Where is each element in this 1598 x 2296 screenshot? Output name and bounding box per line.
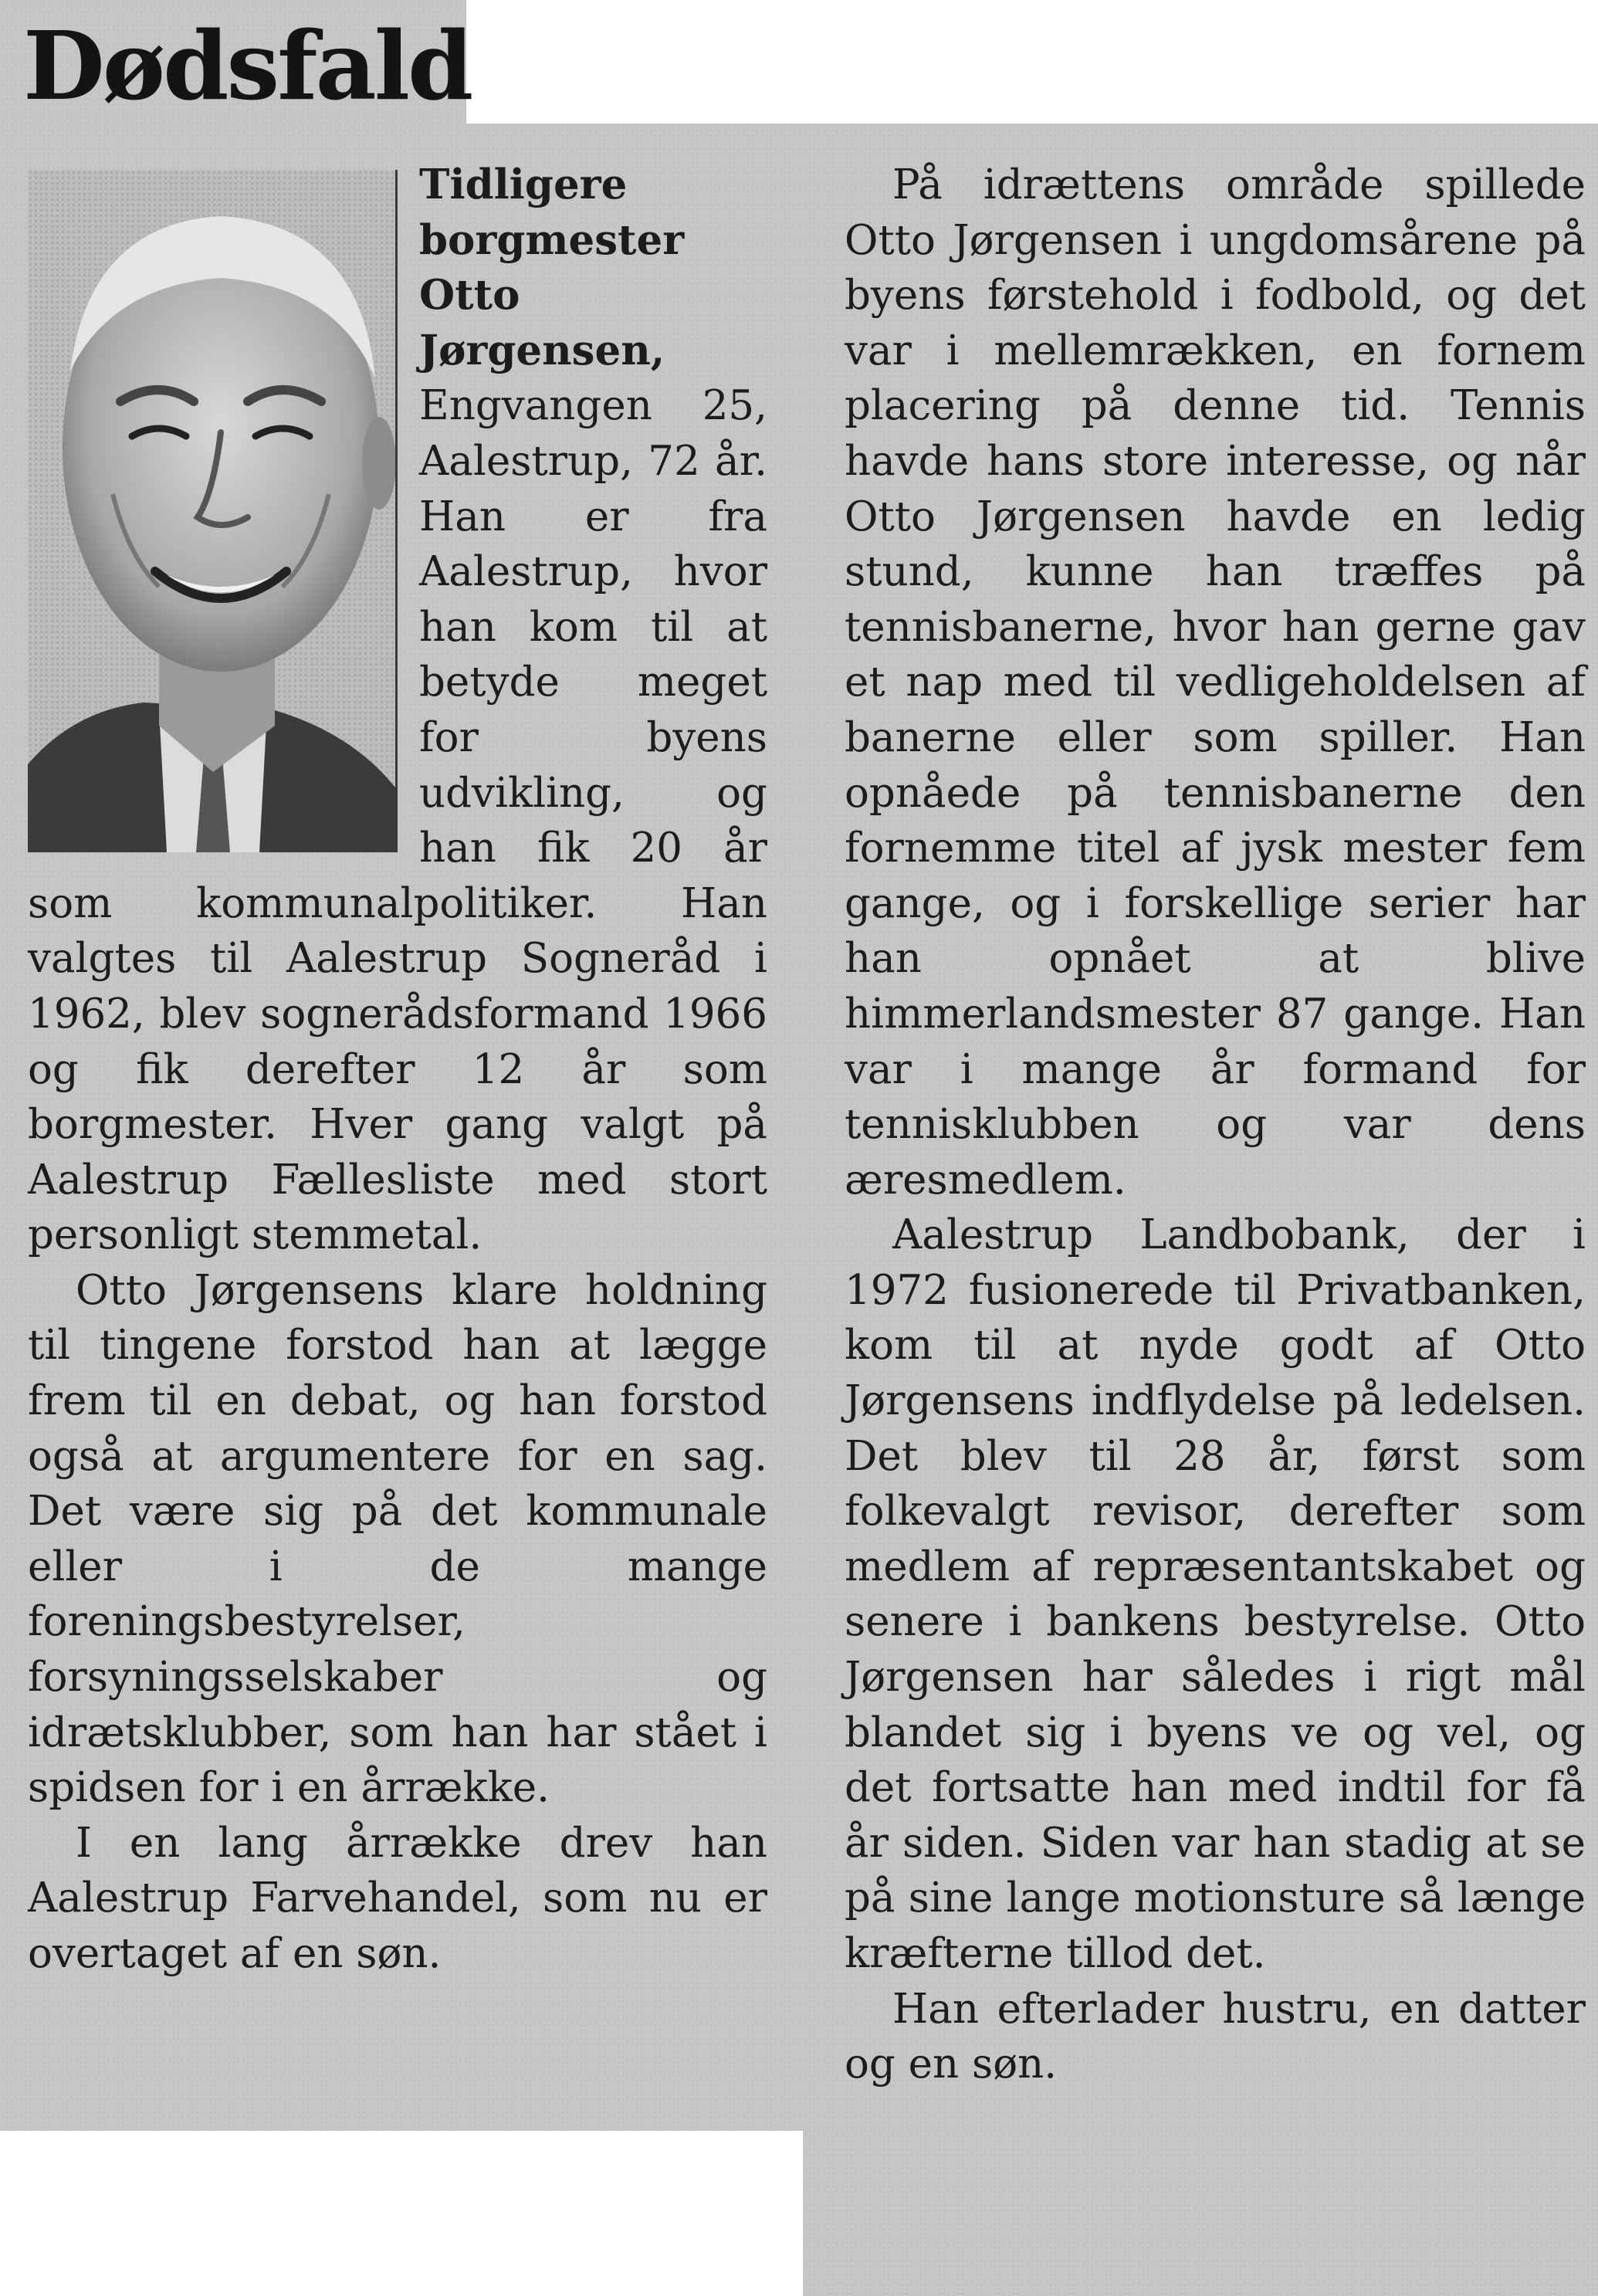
headline: Dødsfald bbox=[23, 10, 472, 121]
article-paragraph-3: I en lang årrække drev han Aalestrup Farvehandel, som nu er overtaget af en søn. bbox=[28, 1819, 767, 1977]
article-paragraph-2: Otto Jørgensens klare holdning til tingene forstod han at lægge frem til en debat, og han forstod også at argumentere for en sag. Det være sig på det kommunale eller i de mange foreningsbestyrelser, forsyningsselskaber og idrætsklubber, som han har stået i spidsen for i en årrække. bbox=[28, 1266, 767, 1812]
article-paragraph-4: På idrættens område spillede Otto Jørgensen i ungdomsårene på byens førstehold i fodbold, og det var i mellemrækken, en fornem placering på denne tid. Tennis havde hans store interesse, og når Otto Jørgensen havde en ledig stund, kunne han træffes på tennisbanerne, hvor han gerne gav et nap med til vedligeholdelsen af banerne eller som spiller. Han opnåede på tennisbanerne den fornemme titel af jysk mester fem gange, og i forskellige serier har han opnået at blive himmerlandsmester 87 gange. Han var i mange år formand for tennisklubben og var dens æresmedlem. bbox=[845, 161, 1586, 1204]
article-column-left bbox=[28, 157, 767, 1982]
portrait-illustration bbox=[28, 170, 395, 852]
article-paragraph-6: Han efterlader hustru, en datter og en søn. bbox=[845, 1985, 1586, 2088]
article-lede-text: Engvangen 25, Aalestrup, 72 år. Han er fra Aalestrup, hvor han kom til at betyde meget for byens udvikling, og han fik 20 år som kommunalpolitiker. Han valgtes til Aalestrup Sogneråd i 1962, blev sognerådsformand 1966 og fik derefter 12 år som borgmester. Hver gang valgt på Aalestrup Fællesliste med stort personligt stemmetal. bbox=[28, 382, 767, 1259]
article-lede-bold: Tidligere borgmester Otto Jørgensen, bbox=[419, 161, 685, 374]
portrait-photo bbox=[28, 170, 398, 852]
article-column-right bbox=[845, 157, 1586, 2092]
article-paragraph-5: Aalestrup Landbobank, der i 1972 fusionerede til Privatbanken, kom til at nyde godt af Otto Jørgensens indflydelse på ledelsen. Det blev til 28 år, først som folkevalgt revisor, derefter som medlem af repræsentantskabet og senere i bankens bestyrelse. Otto Jørgensen har således i rigt mål blandet sig i byens ve og vel, og det fortsatte han med indtil for få år siden. Siden var han stadig at se på sine lange motionsture så længe kræfterne tillod det. bbox=[845, 1211, 1586, 1977]
